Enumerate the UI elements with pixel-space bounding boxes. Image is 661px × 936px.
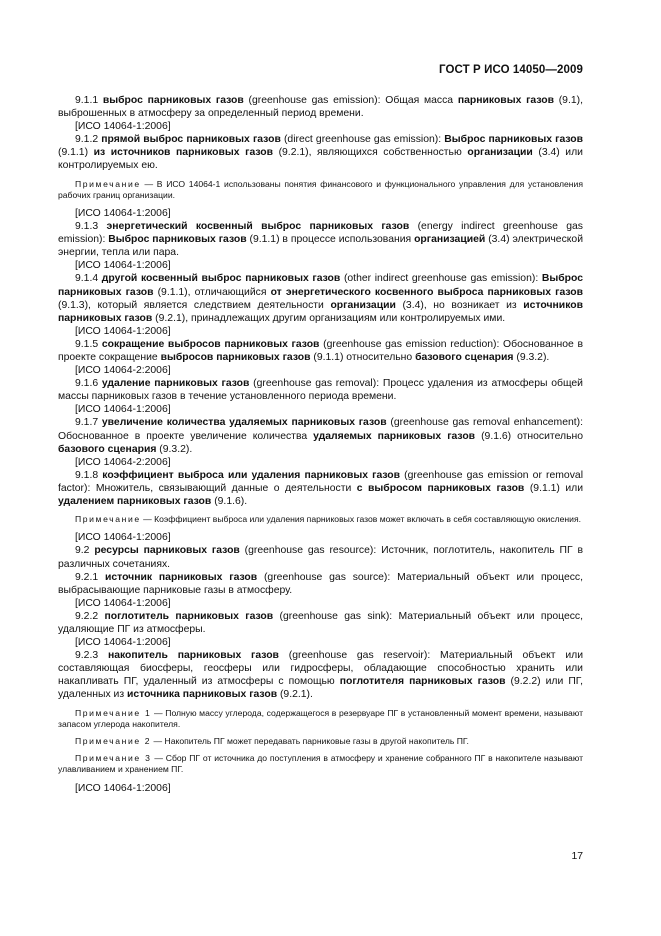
term: источник парниковых газов [104,571,258,583]
document-body [58,94,583,795]
term: удаление парниковых газов [101,378,250,390]
source-reference: [ИСО 14064-1:2006] [75,597,171,609]
page-number: 17 [571,851,583,862]
term-entry-9-1-8: 9.1.8 коэффициент выброса или удаления парниковых газов (greenhouse gas emission or removal factor): Множитель, связывающий данные о деятельности с выбросом парниковых газов (9.1.1) или удалением парниковых газов (9.1.6). [58,469,584,508]
term-entry-9-1-3: 9.1.3 энергетический косвенный выброс парниковых газов (energy indirect greenhouse gas emission): Выброс парниковых газов (9.1.1) в процессе использования организацией (3.4) электрической энергии, тепла или пара. [58,221,584,259]
term-entry-9-2-2: 9.2.2 поглотитель парниковых газов (greenhouse gas sink): Материальный объект или процесс, удаляющие ПГ из атмосферы. [58,610,584,635]
source-reference: [ИСО 14064-1:2006] [75,532,171,544]
term-entry-9-2: 9.2 ресурсы парниковых газов (greenhouse gas resource): Источник, поглотитель, накопитель ПГ в различных сочетаниях. [58,545,584,570]
note: Примечание 3 — Сбор ПГ от источника до поступления в атмосферу и хранение собранного ПГ в накопителе называют улавливанием и хранением ПГ. [58,753,584,775]
source-reference: [ИСО 14064-1:2006] [75,637,171,649]
note: Примечание — В ИСО 14064-1 использованы понятия финансового и функционального управления для установления рабочих границ организации. [58,178,584,200]
term-entry-9-1-7: 9.1.7 увеличение количества удаляемых парниковых газов (greenhouse gas removal enhancement): Обоснованное в проекте увеличение количества удаляемых парниковых газов (9.1.6) относительно базового сценария (9.3.2). [58,417,584,455]
source-reference: [ИСО 14064-1:2006] [75,404,171,416]
term-entry-9-2-3: 9.2.3 накопитель парниковых газов (greenhouse gas reservoir): Материальный объект или составляющая биосферы, геосферы или гидросферы, обладающие способностью хранить или накапливать ПГ, удаленный из атмосферы с помощью поглотителя парниковых газов (9.2.2) или ПГ, удаленных из источника парниковых газов (9.2.1). [58,650,584,701]
term: выброс парниковых газов [102,95,244,106]
source-reference: [ИСО 14064-1:2006] [75,207,171,219]
term-entry-9-1-1: 9.1.1 выброс парниковых газов (greenhouse gas emission): Общая масса парниковых газов (9.1), выброшенных в атмосферу за определенный период времени. [58,95,583,120]
source-reference: [ИСО 14064-2:2006] [75,365,171,377]
term-entry-9-2-1: 9.2.1 источник парниковых газов (greenhouse gas source): Материальный объект или процесс, выбрасывающие парниковые газы в атмосферу. [58,571,584,596]
note: Примечание — Коэффициент выброса или удаления парниковых газов может включать в себя составляющую окисления. [75,514,582,525]
term-entry-9-1-6: 9.1.6 удаление парниковых газов (greenhouse gas removal): Процесс удаления из атмосферы общей массы парниковых газов в течение установленного периода времени. [58,378,583,403]
source-reference: [ИСО 14064-1:2006] [75,260,171,272]
source-reference: [ИСО 14064-1:2006] [75,325,171,337]
term: энергетический косвенный выброс парниковых газов [106,221,410,233]
note: Примечание 2 — Накопитель ПГ может передавать парниковые газы в другой накопитель ПГ. [75,735,469,746]
term: коэффициент выброса или удаления парниковых газов [102,469,401,481]
note: Примечание 1 — Полную массу углерода, содержащегося в резервуаре ПГ в установленный момент времени, называют запасом углерода накопителя. [58,707,584,729]
term-entry-9-1-5: 9.1.5 сокращение выбросов парниковых газов (greenhouse gas emission reduction): Обоснованное в проекте сокращение выбросов парниковых газов (9.1.1) относительно базового сценария (9.3.2). [58,338,583,363]
term: прямой выброс парниковых газов [101,134,281,146]
term: другой косвенный выброс парниковых газов [101,273,341,285]
source-reference: [ИСО 14064-1:2006] [75,782,171,794]
document-header: ГОСТ Р ИСО 14050—2009 [438,64,583,76]
term-entry-9-1-2: 9.1.2 прямой выброс парниковых газов (direct greenhouse gas emission): Выброс парниковых газов (9.1.1) из источников парниковых газов (9.2.1), являющихся собственностью организации (3.4) или контролируемых ею. [58,134,584,172]
source-reference: [ИСО 14064-1:2006] [75,121,171,133]
term: поглотитель парниковых газов [104,610,274,622]
term: сокращение выбросов парниковых газов [101,338,320,350]
term: увеличение количества удаляемых парниковых газов [101,417,387,429]
source-reference: [ИСО 14064-2:2006] [75,456,171,468]
term: накопитель парниковых газов [107,650,279,662]
term: ресурсы парниковых газов [94,545,240,557]
term-entry-9-1-4: 9.1.4 другой косвенный выброс парниковых газов (other indirect greenhouse gas emission): Выброс парниковых газов (9.1.1), отличающийся от энергетического косвенного выброса парниковых газов (9.1.3), который является следствием деятельности организации (3.4), но возникает из источников парниковых газов (9.2.1), принадлежащих другим организациям или контролируемых ими. [58,273,584,324]
